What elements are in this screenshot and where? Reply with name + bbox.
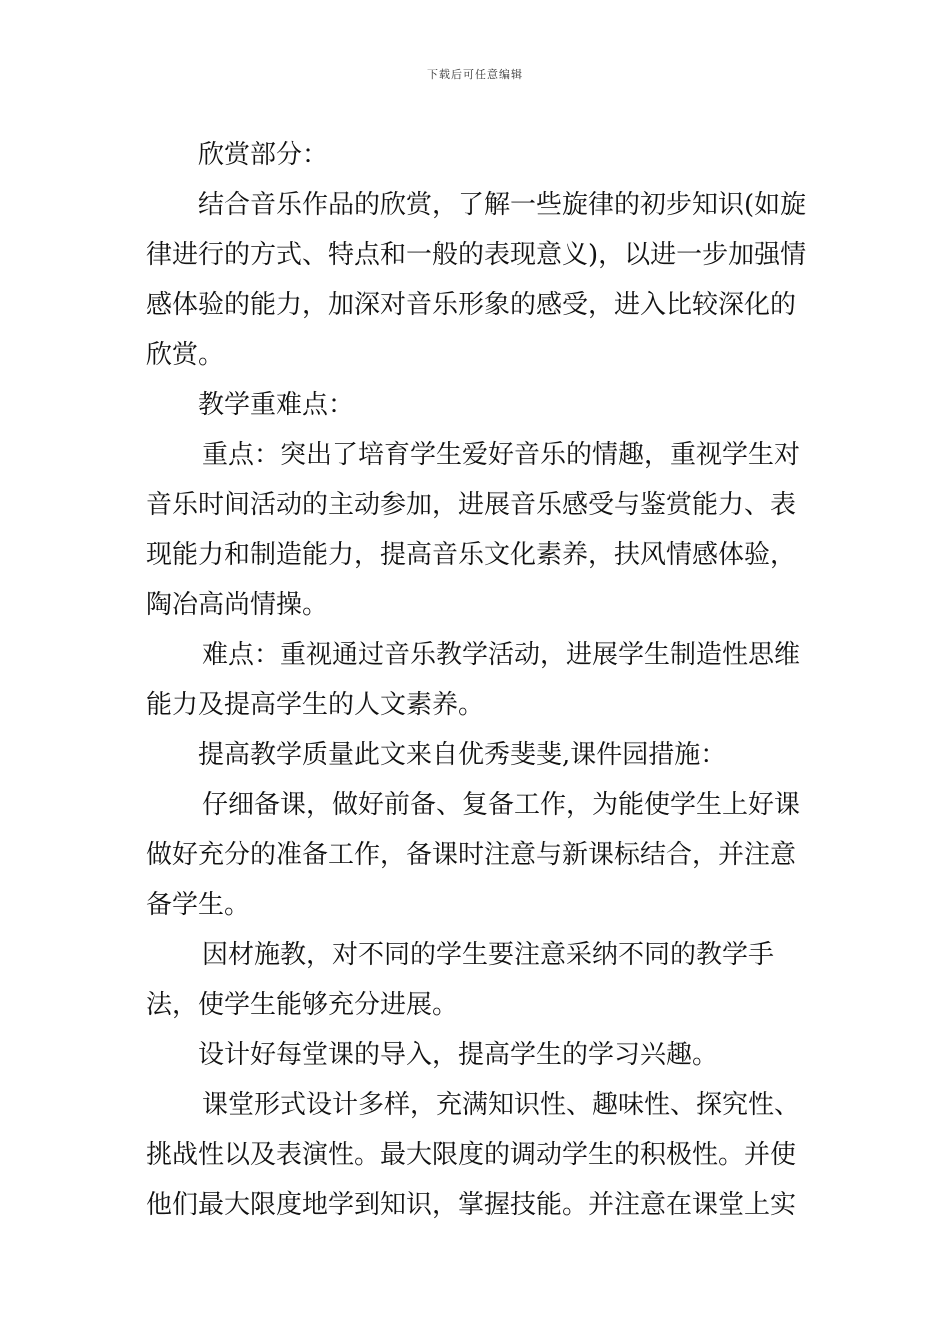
paragraph-difficult-point: 难点：重视通过音乐教学活动，进展学生制造性思维能力及提高学生的人文素养。 [146,640,801,720]
paragraph-key-point: 重点：突出了培育学生爱好音乐的情趣，重视学生对音乐时间活动的主动参加，进展音乐感受与鉴赏能力、表现能力和制造能力，提高音乐文化素养，扶风情感体验，陶冶高尚情操。 [146,440,801,620]
paragraph-measures-heading: 提高教学质量此文来自优秀斐斐,课件园措施： [198,740,727,770]
paragraph-lesson-prep: 仔细备课，做好前备、复备工作，为能使学生上好课做好充分的准备工作，备课时注意与新课标结合，并注意备学生。 [146,790,801,920]
paragraph-appreciation-body: 结合音乐作品的欣赏，了解一些旋律的初步知识(如旋律进行的方式、特点和一般的表现意义)，以进一步加强情感体验的能力，加深对音乐形象的感受，进入比较深化的欣赏。 [146,190,807,370]
paragraph-appreciation-heading: 欣赏部分： [198,140,329,170]
page-header-note: 下载后可任意编辑 [427,68,523,81]
paragraph-key-points-heading: 教学重难点： [198,390,355,420]
paragraph-individualized-teaching: 因材施教，对不同的学生要注意采纳不同的教学手法，使学生能够充分进展。 [146,940,775,1020]
document-body [146,130,818,1230]
paragraph-class-format: 课堂形式设计多样，充满知识性、趣味性、探究性、挑战性以及表演性。最大限度的调动学生的积极性。并使他们最大限度地学到知识，掌握技能。并注意在课堂上实 [146,1090,801,1220]
paragraph-lesson-intro: 设计好每堂课的导入，提高学生的学习兴趣。 [198,1040,719,1070]
